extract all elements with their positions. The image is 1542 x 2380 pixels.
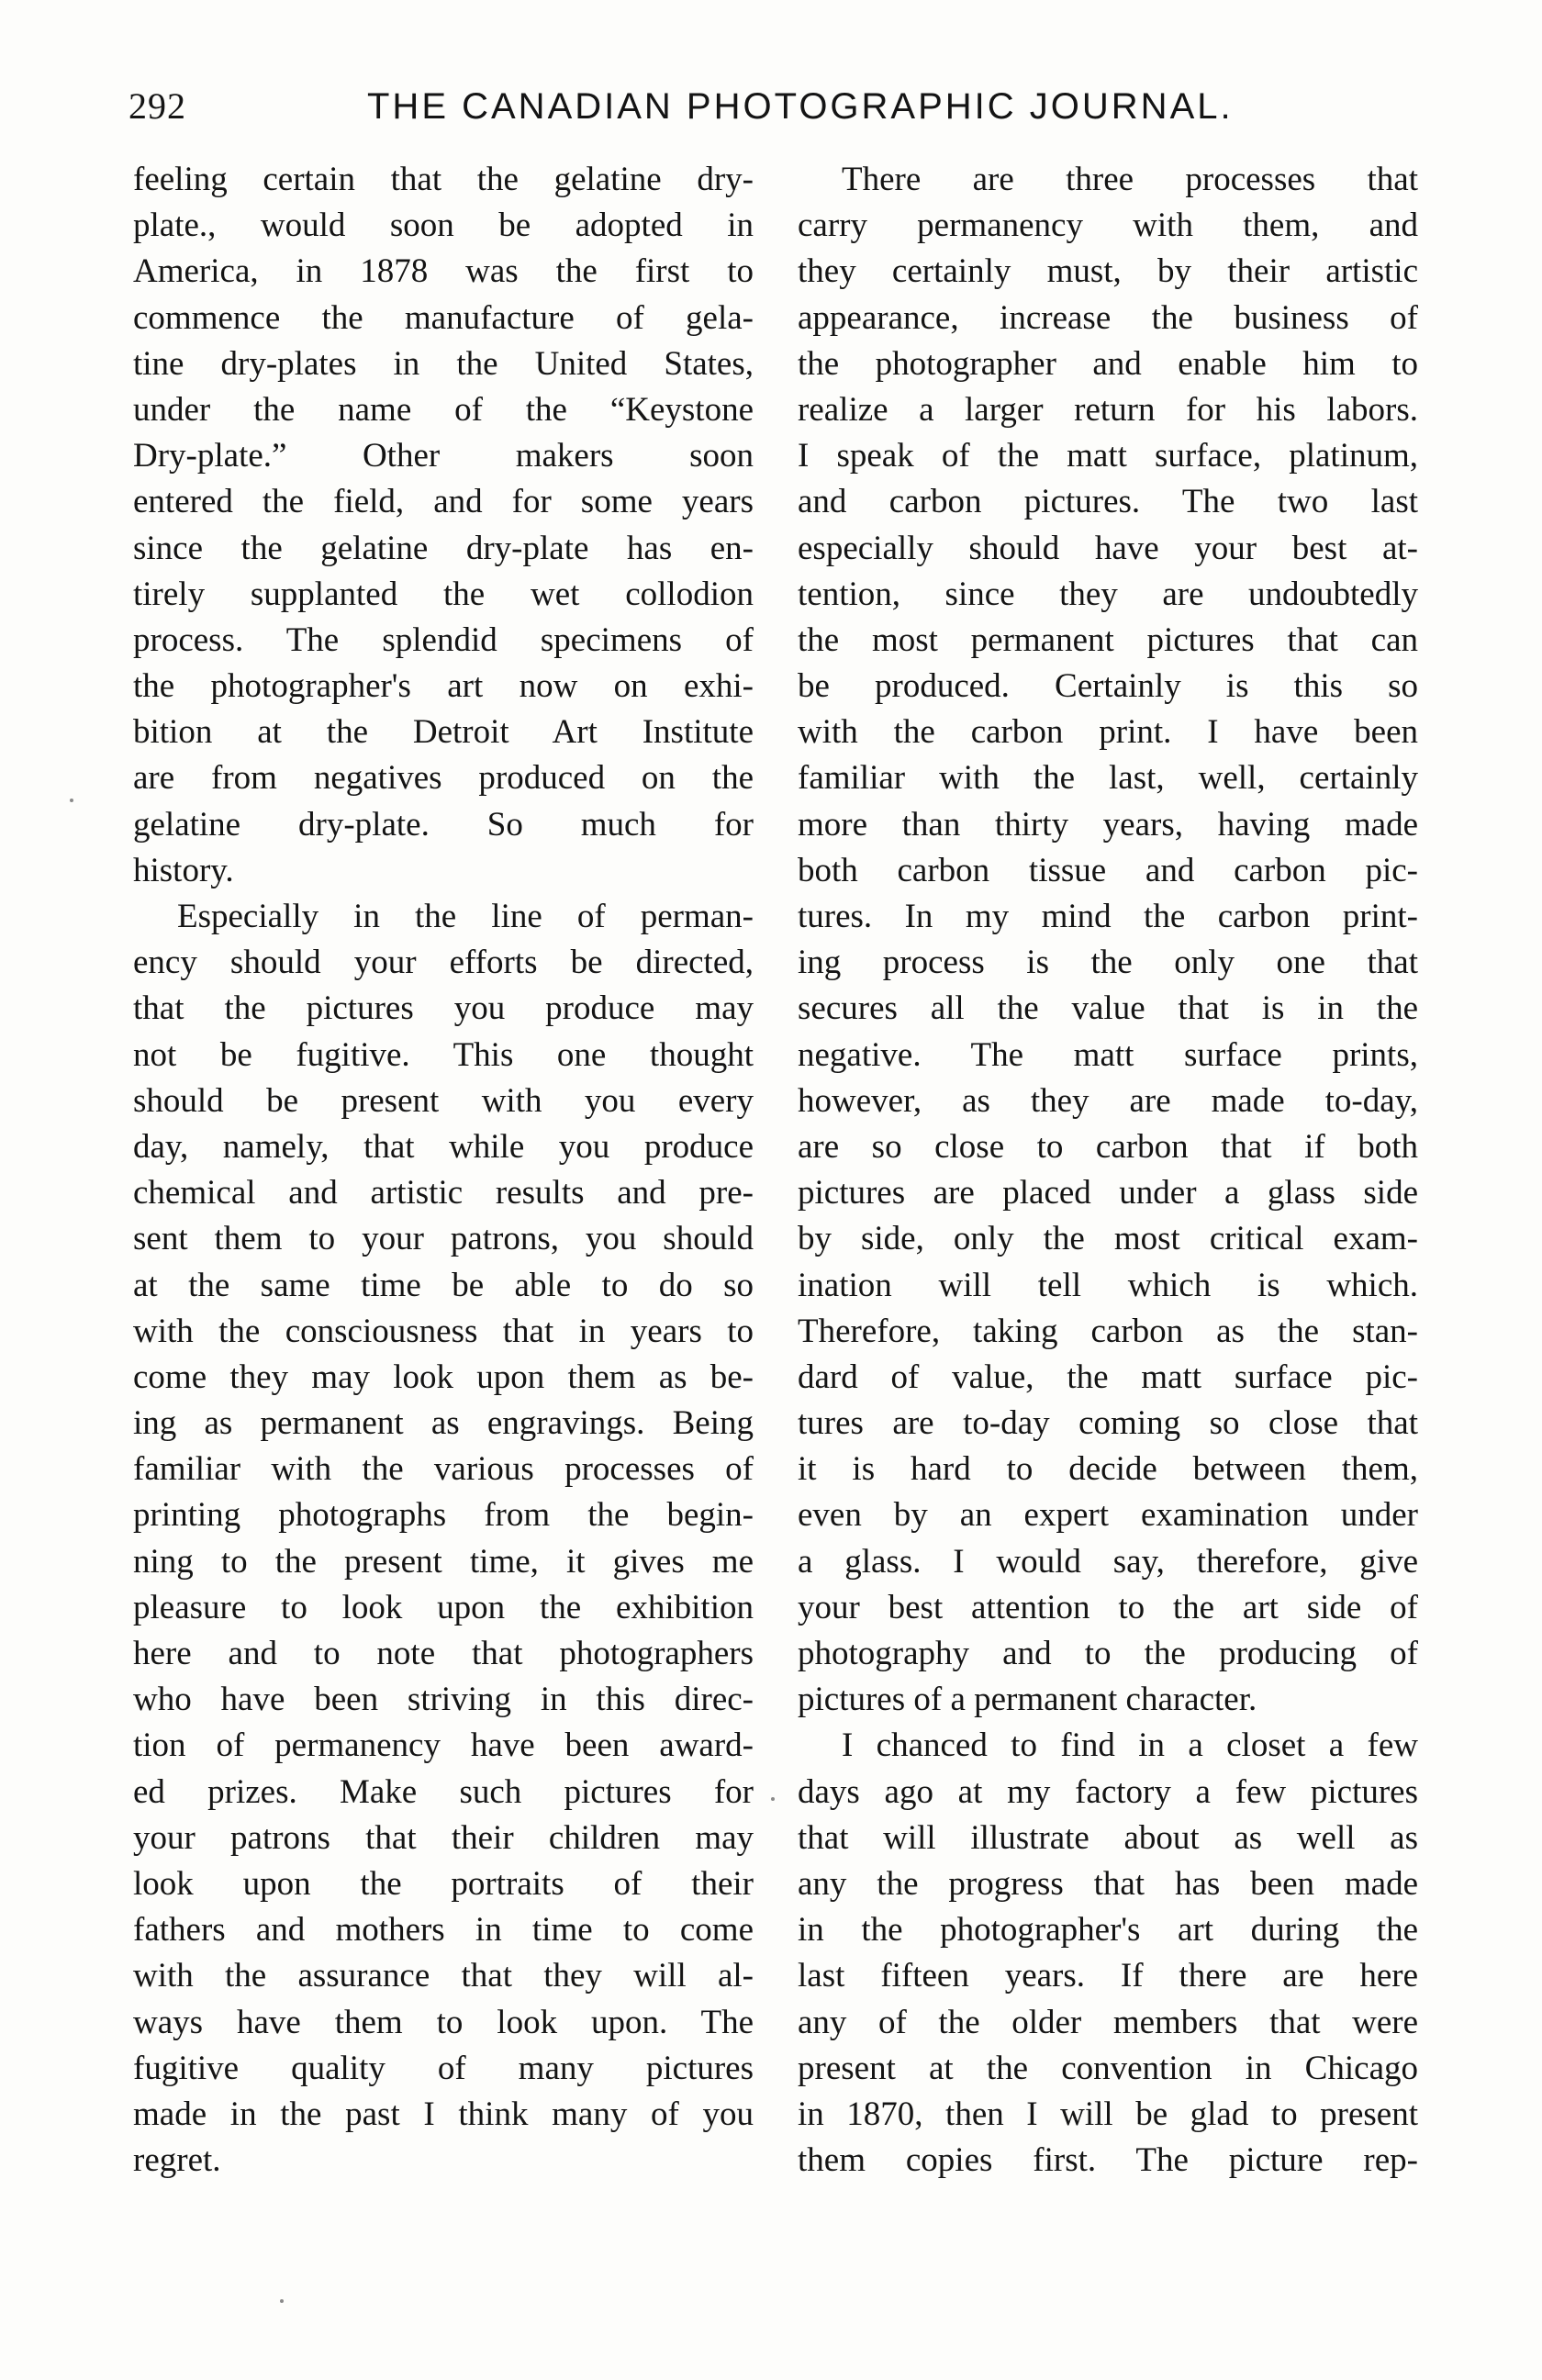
text-line: in 1870, then I will be glad to present [798, 2095, 1418, 2133]
print-speck [280, 2299, 284, 2303]
text-line: them copies first. The picture rep- [798, 2141, 1418, 2180]
text-line: history. [133, 851, 234, 889]
text-line: sent them to your patrons, you should [133, 1220, 754, 1258]
text-line: with the carbon print. I have been [798, 713, 1418, 752]
text-line: pictures are placed under a glass side [798, 1174, 1418, 1212]
text-line: since the gelatine dry-plate has en- [133, 529, 754, 567]
text-line: bition at the Detroit Art Institute [133, 713, 754, 752]
text-line: America, in 1878 was the first to [133, 252, 754, 291]
text-line: appearance, increase the business of [798, 298, 1418, 337]
text-line: tion of permanency have been award- [133, 1726, 754, 1765]
text-line: tine dry-plates in the United States, [133, 344, 754, 383]
text-line: the photographer and enable him to [798, 344, 1418, 383]
text-line: fugitive quality of many pictures [133, 2049, 754, 2087]
text-line: however, as they are made to-day, [798, 1081, 1418, 1120]
print-speck [771, 1797, 775, 1801]
text-line: and carbon pictures. The two last [798, 483, 1418, 521]
text-line: pleasure to look upon the exhibition [133, 1588, 754, 1626]
text-line: familiar with the last, well, certainly [798, 759, 1418, 798]
text-line: chemical and artistic results and pre- [133, 1174, 754, 1212]
text-line: plate., would soon be adopted in [133, 207, 754, 245]
text-line: negative. The matt surface prints, [798, 1035, 1418, 1074]
text-line: I chanced to find in a closet a few [842, 1726, 1418, 1765]
text-line: your patrons that their children may [133, 1818, 754, 1857]
text-line: tures. In my mind the carbon print- [798, 898, 1418, 935]
text-line: not be fugitive. This one thought [133, 1035, 754, 1074]
text-line: any the progress that has been made [798, 1864, 1418, 1903]
text-line: fathers and mothers in time to come [133, 1911, 754, 1950]
text-line: There are three processes that [842, 161, 1418, 198]
text-line: ing process is the only one that [798, 944, 1418, 982]
text-line: look upon the portraits of their [133, 1864, 754, 1903]
text-line: even by an expert examination under [798, 1496, 1418, 1535]
text-line: should be present with you every [133, 1081, 754, 1120]
text-line: I speak of the matt surface, platinum, [798, 437, 1418, 475]
text-line: at the same time be able to do so [133, 1266, 754, 1304]
text-line: come they may look upon them as be- [133, 1358, 754, 1396]
left-text-column [133, 157, 754, 2184]
text-line: commence the manufacture of gela- [133, 298, 754, 337]
text-line: tention, since they are undoubtedly [798, 575, 1418, 613]
text-line: under the name of the “Keystone [133, 390, 754, 429]
text-line: carry permanency with them, and [798, 207, 1418, 245]
text-line: your best attention to the art side of [798, 1588, 1418, 1626]
text-line: be produced. Certainly is this so [798, 667, 1418, 706]
text-line: more than thirty years, having made [798, 805, 1418, 844]
print-speck [70, 799, 73, 802]
text-line: that the pictures you produce may [133, 989, 754, 1028]
text-line: who have been striving in this direc- [133, 1681, 754, 1719]
text-line: are so close to carbon that if both [798, 1127, 1418, 1166]
text-line: the photographer's art now on exhi- [133, 667, 754, 706]
text-line: it is hard to decide between them, [798, 1450, 1418, 1489]
text-line: last fifteen years. If there are here [798, 1957, 1418, 1995]
text-line: dard of value, the matt surface pic- [798, 1358, 1418, 1396]
text-line: pictures of a permanent character. [798, 1681, 1257, 1719]
text-line: regret. [133, 2141, 221, 2180]
text-line: tirely supplanted the wet collodion [133, 575, 754, 613]
text-line: both carbon tissue and carbon pic- [798, 851, 1418, 889]
text-line: a glass. I would say, therefore, give [798, 1542, 1418, 1581]
text-line: are from negatives produced on the [133, 759, 754, 798]
text-line: secures all the value that is in the [798, 989, 1418, 1028]
text-line: entered the field, and for some years [133, 483, 754, 521]
text-line: any of the older members that were [798, 2003, 1418, 2041]
page-number: 292 [128, 85, 186, 127]
text-line: ination will tell which is which. [798, 1266, 1418, 1304]
text-line: especially should have your best at- [798, 529, 1418, 567]
text-line: feeling certain that the gelatine dry- [133, 161, 754, 198]
text-line: Dry-plate.” Other makers soon [133, 437, 754, 475]
text-line: printing photographs from the begin- [133, 1496, 754, 1535]
text-line: Therefore, taking carbon as the stan- [798, 1312, 1418, 1350]
page-header [128, 79, 1414, 134]
text-line: days ago at my factory a few pictures [798, 1772, 1418, 1811]
text-line: gelatine dry-plate. So much for [133, 805, 754, 844]
text-line: the most permanent pictures that can [798, 620, 1418, 659]
text-line: ed prizes. Make such pictures for [133, 1772, 754, 1811]
text-line: ways have them to look upon. The [133, 2003, 754, 2041]
text-line: by side, only the most critical exam- [798, 1220, 1418, 1258]
text-line: photography and to the producing of [798, 1635, 1418, 1672]
text-line: made in the past I think many of you [133, 2095, 754, 2133]
text-line: they certainly must, by their artistic [798, 252, 1418, 291]
text-line: Especially in the line of perman- [177, 898, 754, 935]
text-line: here and to note that photographers [133, 1635, 754, 1672]
text-line: familiar with the various processes of [133, 1450, 754, 1489]
journal-title: THE CANADIAN PHOTOGRAPHIC JOURNAL. [367, 86, 1234, 127]
text-line: realize a larger return for his labors. [798, 390, 1418, 429]
text-line: with the consciousness that in years to [133, 1312, 754, 1350]
text-line: day, namely, that while you produce [133, 1127, 754, 1166]
text-line: present at the convention in Chicago [798, 2049, 1418, 2087]
text-line: that will illustrate about as well as [798, 1818, 1418, 1857]
text-line: with the assurance that they will al- [133, 1957, 754, 1995]
text-line: in the photographer's art during the [798, 1911, 1418, 1950]
text-line: ency should your efforts be directed, [133, 944, 754, 982]
text-line: ing as permanent as engravings. Being [133, 1404, 754, 1443]
right-text-column [798, 157, 1418, 2184]
text-line: tures are to-day coming so close that [798, 1404, 1418, 1443]
text-line: ning to the present time, it gives me [133, 1542, 754, 1581]
text-line: process. The splendid specimens of [133, 620, 754, 659]
